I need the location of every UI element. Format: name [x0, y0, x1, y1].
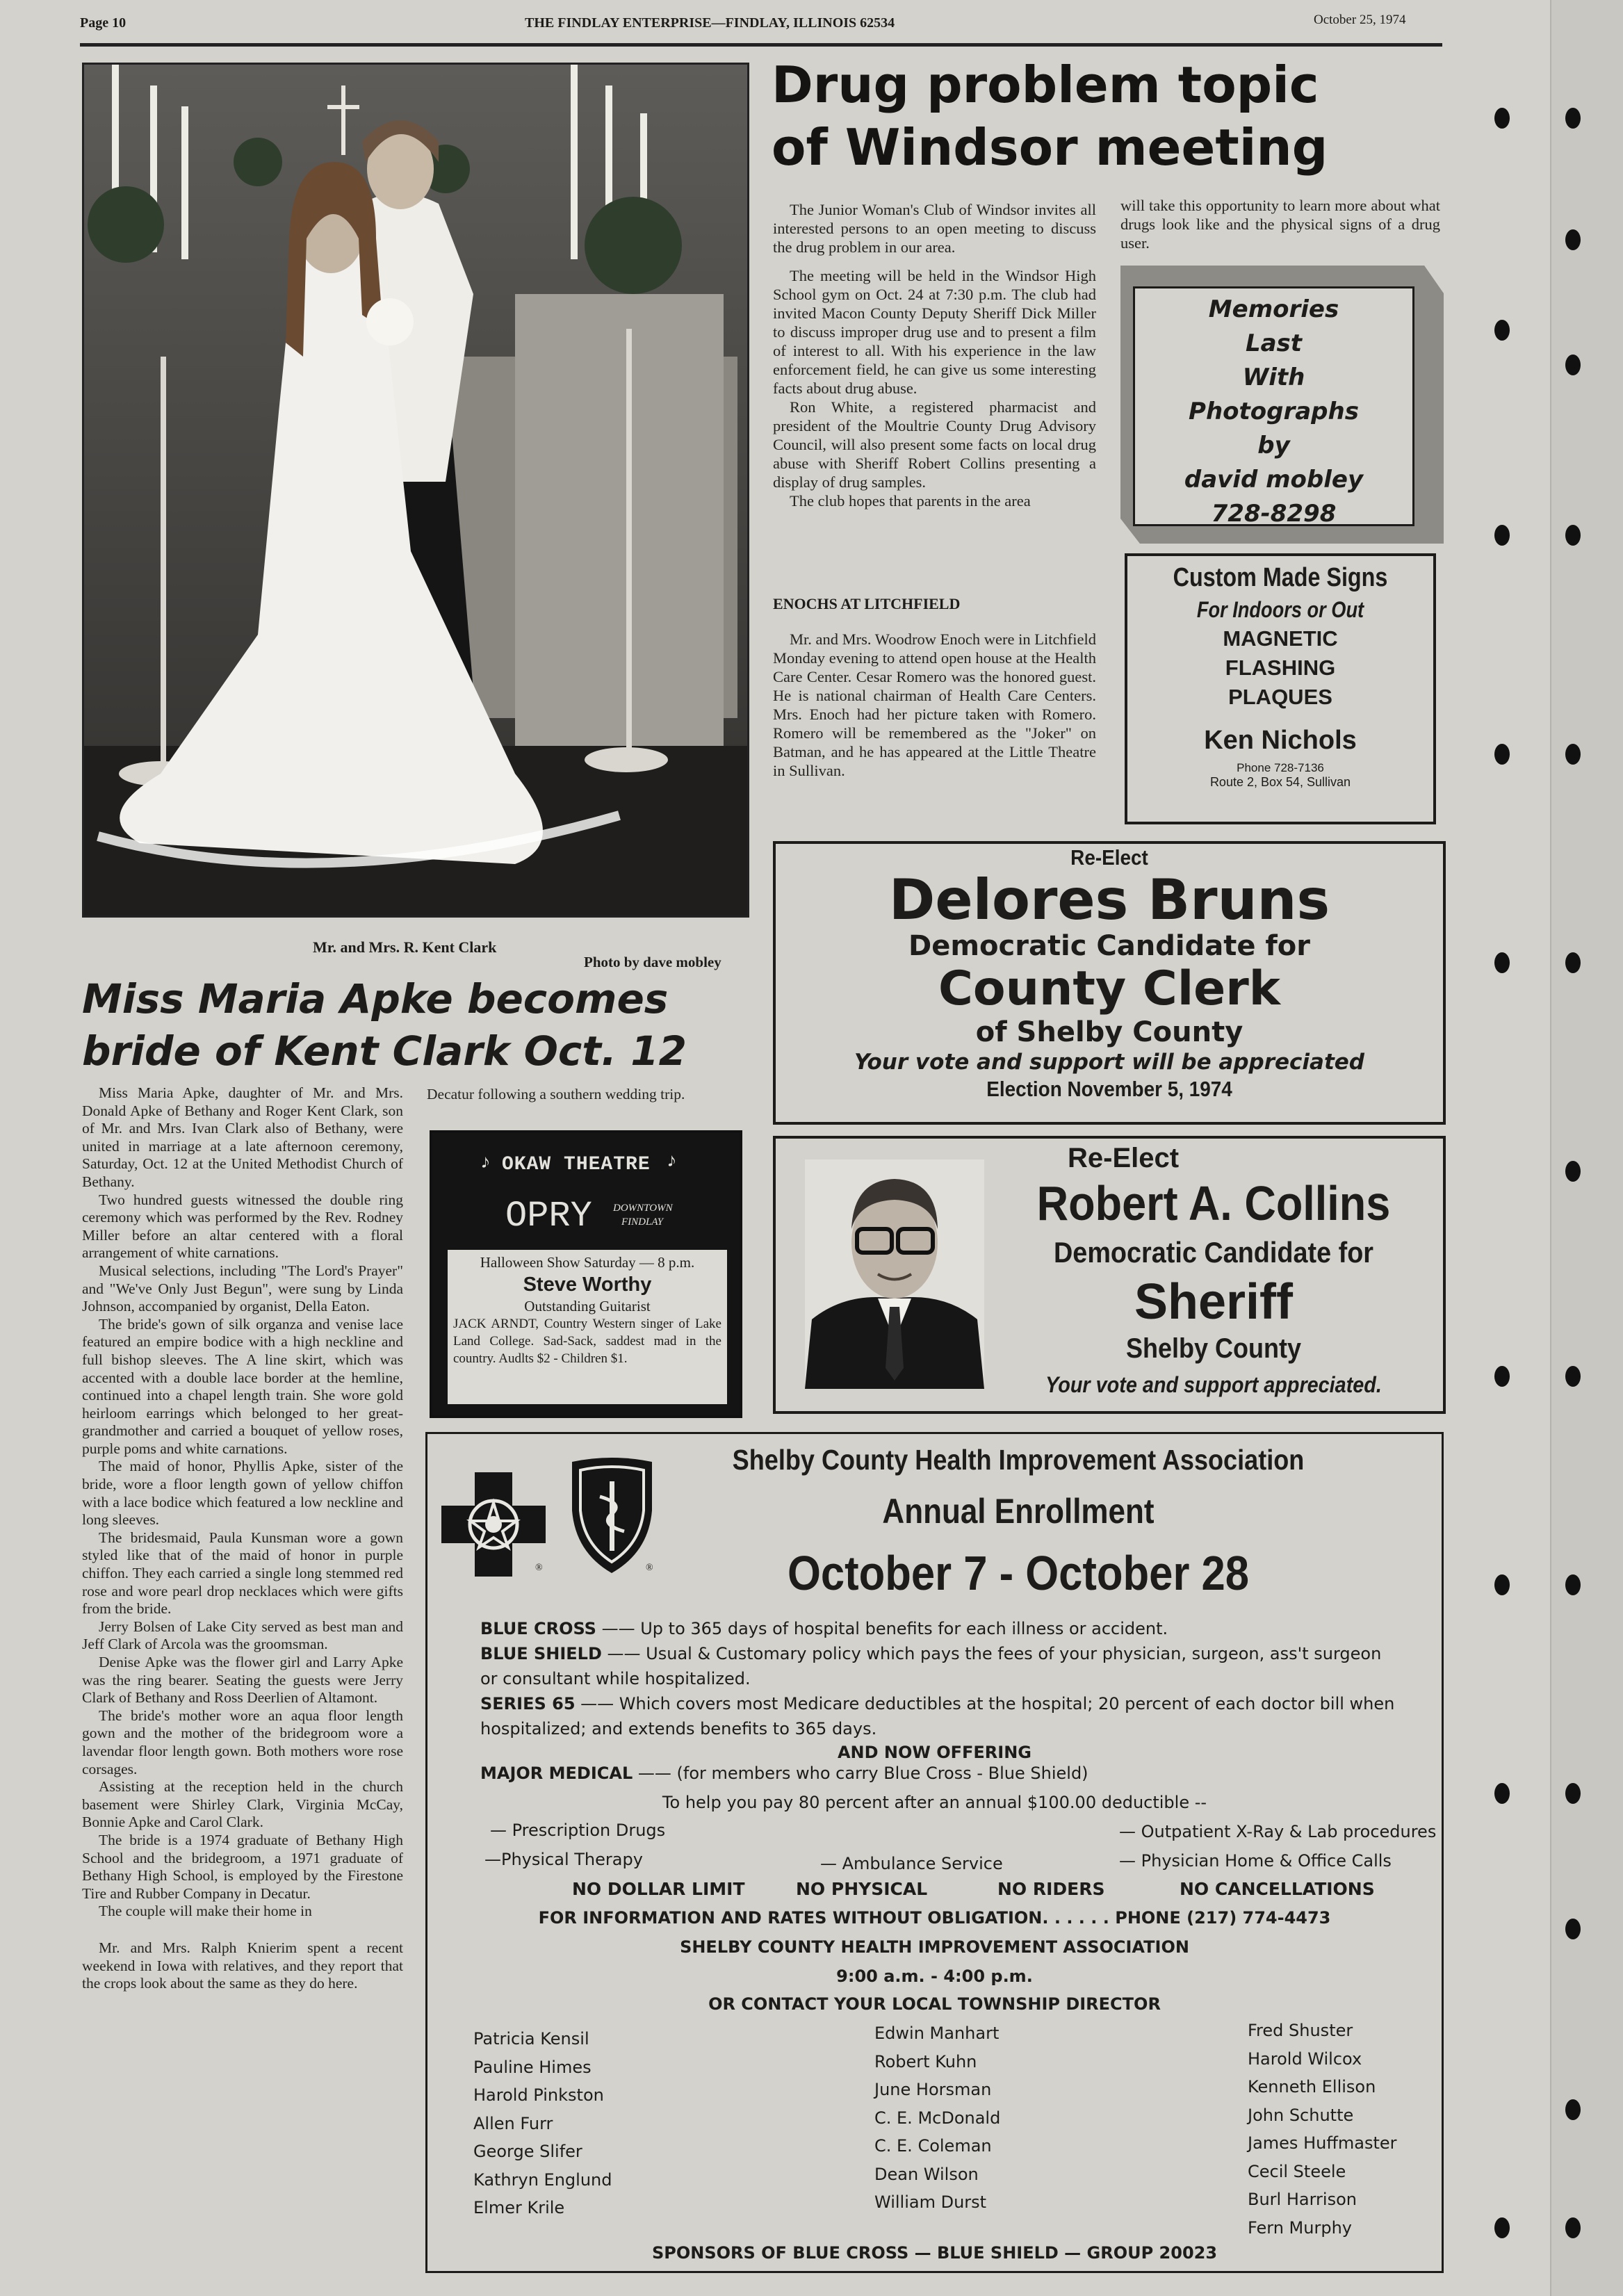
binding-hole	[1494, 1574, 1510, 1595]
series-label: SERIES 65	[480, 1694, 576, 1713]
signs-ad-item: MAGNETIC	[1223, 626, 1338, 651]
binding-hole	[1565, 952, 1581, 973]
memories-line: Memories	[1208, 295, 1339, 323]
contact-line: OR CONTACT YOUR LOCAL TOWNSHIP DIRECTOR	[708, 1994, 1161, 2014]
newspaper-name: THE FINDLAY ENTERPRISE—FINDLAY, ILLINOIS 62534	[525, 15, 895, 31]
benefit-physician: — Physician Home & Office Calls	[1119, 1851, 1392, 1871]
opry-ad	[430, 1130, 742, 1418]
wedding-article-body	[82, 1084, 403, 1993]
insurance-benefits	[480, 1616, 1426, 1741]
opry-details: JACK ARNDT, Country Western singer of Lake Land College. Sad-Sack, saddest mad in the country. Audlts $2 - Children $1.	[453, 1317, 721, 1366]
binding-hole	[1565, 1919, 1581, 1939]
benefit-therapy: —Physical Therapy	[484, 1850, 643, 1869]
opry-downtown: DOWNTOWN	[613, 1203, 673, 1214]
wedding-paragraph: Jerry Bolsen of Lake City served as best man and Jeff Clark of Arcola was the groomsman.	[82, 1618, 403, 1653]
opry-show: Halloween Show Saturday — 8 p.m.	[480, 1254, 695, 1271]
memories-ad	[1133, 286, 1414, 526]
binding-hole	[1565, 1161, 1581, 1182]
no-cancellations: NO CANCELLATIONS	[1180, 1879, 1375, 1899]
director-name: Kenneth Ellison	[1248, 2077, 1376, 2096]
signs-ad-items	[1127, 624, 1433, 712]
collins-slogan: Your vote and support appreciated.	[1045, 1372, 1382, 1397]
memories-line: david mobley	[1184, 466, 1364, 494]
binding-hole	[1565, 2217, 1581, 2238]
hours-line: 9:00 a.m. - 4:00 p.m.	[836, 1967, 1033, 1986]
registered-mark: ®	[535, 1563, 543, 1573]
binding-strip	[1550, 0, 1623, 2296]
memories-phone: 728-8298	[1211, 500, 1337, 528]
memories-line: by	[1257, 432, 1290, 459]
no-riders: NO RIDERS	[997, 1879, 1105, 1899]
director-name: C. E. Coleman	[874, 2136, 992, 2156]
opry-note-icon: ♪	[480, 1153, 491, 1174]
drug-article-continued: will take this opportunity to learn more about what drugs look like and the physical signs of a drug user.	[1120, 197, 1440, 252]
signs-ad-title: Custom Made Signs	[1173, 563, 1388, 592]
director-name: Robert Kuhn	[874, 2051, 977, 2071]
opry-details-box	[448, 1250, 727, 1404]
binding-hole	[1565, 355, 1581, 375]
collins-name: Robert A. Collins	[1036, 1176, 1391, 1230]
wedding-paragraph: The maid of honor, Phyllis Apke, sister of the bride, wore a floor length gown of yellow chiffon with a lace bodice which featured a low neckline and long sleeves.	[82, 1458, 403, 1529]
collins-office: Sheriff	[1134, 1274, 1294, 1330]
binding-hole	[1565, 1783, 1581, 1804]
director-name: C. E. McDonald	[874, 2108, 1001, 2128]
wedding-photo-illustration	[84, 65, 749, 918]
director-name: Elmer Krile	[473, 2198, 565, 2217]
photo-credit: Photo by dave mobley	[584, 954, 721, 970]
binding-hole	[1494, 320, 1510, 341]
drug-paragraph: Ron White, a registered pharmacist and president of the Moultrie County Drug Advisory Council, will also present some facts on local drug abuse with Sheriff Robert Collins presenting a display of drug samples.	[773, 398, 1096, 491]
director-name: Dean Wilson	[874, 2164, 979, 2184]
opry-title: OPRY	[505, 1196, 592, 1237]
insurance-org: Shelby County Health Improvement Association	[732, 1444, 1305, 1476]
blue-shield-label: BLUE SHIELD	[480, 1644, 602, 1663]
director-name: June Horsman	[874, 2080, 992, 2099]
blue-cross-icon	[441, 1472, 546, 1577]
director-name: Allen Furr	[473, 2113, 553, 2133]
drug-paragraph: The Junior Woman's Club of Windsor invites all interested persons to an open meeting to discuss the drug problem in our area.	[773, 201, 1096, 256]
bruns-election: Election November 5, 1974	[986, 1077, 1232, 1101]
signs-ad-address: Route 2, Box 54, Sullivan	[1209, 775, 1351, 789]
collins-ad	[773, 1136, 1446, 1414]
wedding-paragraph: The bride is a 1974 graduate of Bethany High School and the bridegroom, a 1971 graduate of Bethany High School, is employed by the Firestone Tire and Rubber Company in Decatur.	[82, 1831, 403, 1902]
binding-hole	[1565, 1574, 1581, 1595]
enochs-article	[773, 630, 1096, 780]
no-physical: NO PHYSICAL	[796, 1879, 928, 1899]
blue-cross-label: BLUE CROSS	[480, 1619, 596, 1638]
enochs-paragraph: Mr. and Mrs. Woodrow Enoch were in Litchfield Monday evening to attend open house at the Health Care Center. Cesar Romero was the honored guest. He is national chairman of Health Care Centers. Mrs. Enoch had her picture taken with Romero. Romero will be remembered as the "Joker" on Batman, and he has appeared at the Little Theatre in Sullivan.	[773, 630, 1096, 779]
wedding-paragraph: Assisting at the reception held in the church basement were Shirley Clark, Virginia McCay, Bonnie Apke and Carol Clark.	[82, 1778, 403, 1831]
series-text-2: hospitalized; and extends benefits to 365 days.	[480, 1719, 877, 1739]
blue-shield-line	[480, 1641, 1426, 1666]
insurance-ad	[425, 1432, 1444, 2273]
bruns-ad	[773, 841, 1446, 1125]
wedding-headline-line2: bride of Kent Clark Oct. 12	[82, 1027, 687, 1075]
director-name: Fern Murphy	[1248, 2217, 1352, 2238]
director-name: William Durst	[874, 2192, 987, 2212]
binding-hole	[1565, 525, 1581, 546]
photo-caption: Mr. and Mrs. R. Kent Clark	[313, 938, 497, 956]
binding-hole	[1494, 2217, 1510, 2238]
major-medical-text: —— (for members who carry Blue Cross - Blue Shield)	[637, 1764, 1088, 1783]
issue-date: October 25, 1974	[1314, 13, 1406, 27]
wedding-paragraph: Denise Apke was the flower girl and Larry Apke was the ring bearer. Seating the guests were Jerry Clark of Bethany and Ross Deerlien of Altamont.	[82, 1654, 403, 1707]
memories-line: Last	[1245, 329, 1303, 357]
directors-column-2	[874, 2019, 1000, 2217]
collins-county: Shelby County	[1125, 1333, 1302, 1364]
drug-paragraph: The club hopes that parents in the area	[790, 492, 1031, 510]
bruns-office: County Clerk	[938, 961, 1281, 1016]
wedding-paragraph: Miss Maria Apke, daughter of Mr. and Mrs. Donald Apke of Bethany and Roger Kent Clark, son of Mr. and Mrs. Ivan Clark also of Bethany, were united in marriage at a late afternoon ceremony, Saturday, Oct. 12 at the United Methodist Church of Bethany.	[82, 1084, 403, 1190]
signs-ad-phone: Phone 728-7136	[1237, 761, 1324, 774]
deductible: To help you pay 80 percent after an annual $100.00 deductible --	[662, 1793, 1207, 1812]
blue-cross-line	[480, 1616, 1426, 1641]
wedding-headline-line1: Miss Maria Apke becomes	[82, 975, 669, 1023]
signs-ad-item: PLAQUES	[1228, 685, 1332, 709]
benefit-outpatient: — Outpatient X-Ray & Lab procedures	[1119, 1822, 1437, 1841]
binding-hole	[1494, 952, 1510, 973]
collins-portrait-illustration	[805, 1159, 984, 1389]
director-name: George Slifer	[473, 2142, 582, 2161]
opry-note-icon: ♪	[666, 1151, 678, 1173]
wedding-paragraph: The bridesmaid, Paula Kunsman wore a gown styled like that of the maid of honor in purple chiffon. They each carried a single long stemmed red rose and wore pearl drop necklaces which were gifts from the bride.	[82, 1529, 403, 1618]
opry-role: Outstanding Guitarist	[524, 1298, 651, 1314]
benefit-prescription: — Prescription Drugs	[490, 1821, 666, 1840]
insurance-title: Annual Enrollment	[882, 1492, 1155, 1531]
bruns-county: of Shelby County	[975, 1016, 1243, 1048]
bruns-slogan: Your vote and support will be appreciated	[854, 1050, 1364, 1075]
director-name: Pauline Himes	[473, 2057, 592, 2077]
director-name: Edwin Manhart	[874, 2024, 1000, 2043]
director-name: Harold Pinkston	[473, 2085, 604, 2105]
masthead-rule	[80, 43, 1442, 47]
binding-hole	[1494, 744, 1510, 765]
binding-hole	[1565, 229, 1581, 250]
major-medical-line	[480, 1761, 1088, 1786]
blue-shield-text: —— Usual & Customary policy which pays the fees of your physician, surgeon, ass't surgeon	[607, 1644, 1382, 1663]
blue-shield-icon	[565, 1455, 659, 1577]
insurance-dates: October 7 - October 28	[787, 1546, 1250, 1600]
opry-findlay: FINDLAY	[621, 1216, 664, 1228]
collins-reelect: Re-Elect	[1068, 1143, 1180, 1173]
wedding-paragraph: The couple will make their home in	[99, 1903, 312, 1920]
opry-theatre: OKAW THEATRE	[502, 1154, 651, 1175]
binding-hole	[1494, 525, 1510, 546]
binding-hole	[1565, 2099, 1581, 2120]
binding-hole	[1494, 1783, 1510, 1804]
wedding-article-continued: Decatur following a southern wedding trip.	[427, 1086, 685, 1102]
series-line	[480, 1691, 1426, 1716]
binding-hole	[1494, 108, 1510, 129]
directors-column-3	[1248, 2017, 1397, 2242]
page-number: Page 10	[80, 15, 127, 31]
sponsors-line: SPONSORS OF BLUE CROSS — BLUE SHIELD — GROUP 20023	[651, 2243, 1218, 2263]
signs-ad-item: FLASHING	[1225, 656, 1336, 680]
info-line: FOR INFORMATION AND RATES WITHOUT OBLIGATION. . . . . . PHONE (217) 774-4473	[538, 1908, 1331, 1928]
bruns-reelect: Re-Elect	[1070, 845, 1148, 870]
series-text: —— Which covers most Medicare deductibles at the hospital; 20 percent of each doctor bill when	[580, 1694, 1395, 1713]
wedding-paragraph: The bride's mother wore an aqua floor length gown and the mother of the bridegroom wore a lavendar floor length gown. Both mothers wore rose corsages.	[82, 1707, 403, 1777]
blue-shield-logo	[565, 1455, 659, 1577]
assoc-line: SHELBY COUNTY HEALTH IMPROVEMENT ASSOCIATION	[680, 1937, 1189, 1957]
registered-mark: ®	[646, 1563, 653, 1573]
blue-shield-text-2: or consultant while hospitalized.	[480, 1669, 751, 1688]
director-name: James Huffmaster	[1248, 2133, 1397, 2153]
blue-cross-logo	[441, 1472, 546, 1577]
opry-performer: Steve Worthy	[523, 1273, 652, 1296]
wedding-paragraph: Two hundred guests witnessed the double ring ceremony which was performed by the Rev. Rodney Miller before an altar centered with a floral arrangement of white carnations.	[82, 1191, 403, 1262]
signs-ad-subtitle: For Indoors or Out	[1196, 597, 1364, 622]
drug-headline-line1: Drug problem topic	[772, 56, 1319, 114]
director-name: Burl Harrison	[1248, 2190, 1357, 2209]
binding-hole	[1494, 1366, 1510, 1387]
signs-ad	[1125, 553, 1436, 824]
director-name: John Schutte	[1248, 2105, 1354, 2125]
wedding-paragraph: Musical selections, including "The Lord's Prayer" and "We've Only Just Begun", were sung by Linda Johnson, accompanied by organist, Della Eaton.	[82, 1262, 403, 1315]
collins-portrait	[805, 1159, 984, 1389]
benefit-ambulance: — Ambulance Service	[820, 1854, 1003, 1873]
director-name: Patricia Kensil	[473, 2029, 589, 2049]
enochs-heading: ENOCHS AT LITCHFIELD	[773, 595, 961, 612]
director-name: Fred Shuster	[1248, 2021, 1353, 2040]
major-medical-label: MAJOR MEDICAL	[480, 1764, 633, 1783]
binding-hole	[1565, 108, 1581, 129]
binding-hole	[1565, 1366, 1581, 1387]
signs-ad-name: Ken Nichols	[1204, 726, 1357, 755]
wedding-photo	[82, 63, 749, 918]
bruns-candidate: Democratic Candidate for	[908, 930, 1310, 962]
drug-paragraph: The meeting will be held in the Windsor High School gym on Oct. 24 at 7:30 p.m. The club had invited Macon County Deputy Sheriff Dick Miller to discuss improper drug use and to present a film of interest to all. With his experience in the law enforcement field, he can give us some interesting facts about drug abuse.	[773, 267, 1096, 397]
bruns-name: Delores Bruns	[888, 868, 1330, 932]
memories-line: With	[1242, 364, 1305, 391]
director-name: Cecil Steele	[1248, 2161, 1346, 2181]
director-name: Harold Wilcox	[1248, 2049, 1362, 2069]
drug-headline-line2: of Windsor meeting	[772, 118, 1328, 177]
knierim-paragraph: Mr. and Mrs. Ralph Knierim spent a recent weekend in Iowa with relatives, and they report that the crops look about the same as they do here.	[82, 1939, 403, 1992]
offering: AND NOW OFFERING	[837, 1743, 1032, 1762]
memories-ad-text	[1135, 288, 1412, 531]
director-name: Kathryn Englund	[473, 2169, 612, 2190]
binding-hole	[1565, 744, 1581, 765]
directors-column-1	[473, 2025, 612, 2222]
collins-candidate: Democratic Candidate for	[1053, 1236, 1374, 1269]
drug-article-body	[773, 200, 1096, 510]
wedding-paragraph: The bride's gown of silk organza and venise lace featured an empire bodice with a high neckline and full bishop sleeves. The A line skirt, which was accented with a double lace border at the hemline, continued into a chapel length train. She wore gold heirloom earrings which belonged to her great-grandmother and carried a bouquet of yellow roses, purple poms and white carnations.	[82, 1315, 403, 1457]
memories-line: Photographs	[1189, 398, 1359, 425]
no-dollar-limit: NO DOLLAR LIMIT	[572, 1879, 745, 1899]
blue-cross-text: —— Up to 365 days of hospital benefits for each illness or accident.	[601, 1619, 1168, 1638]
